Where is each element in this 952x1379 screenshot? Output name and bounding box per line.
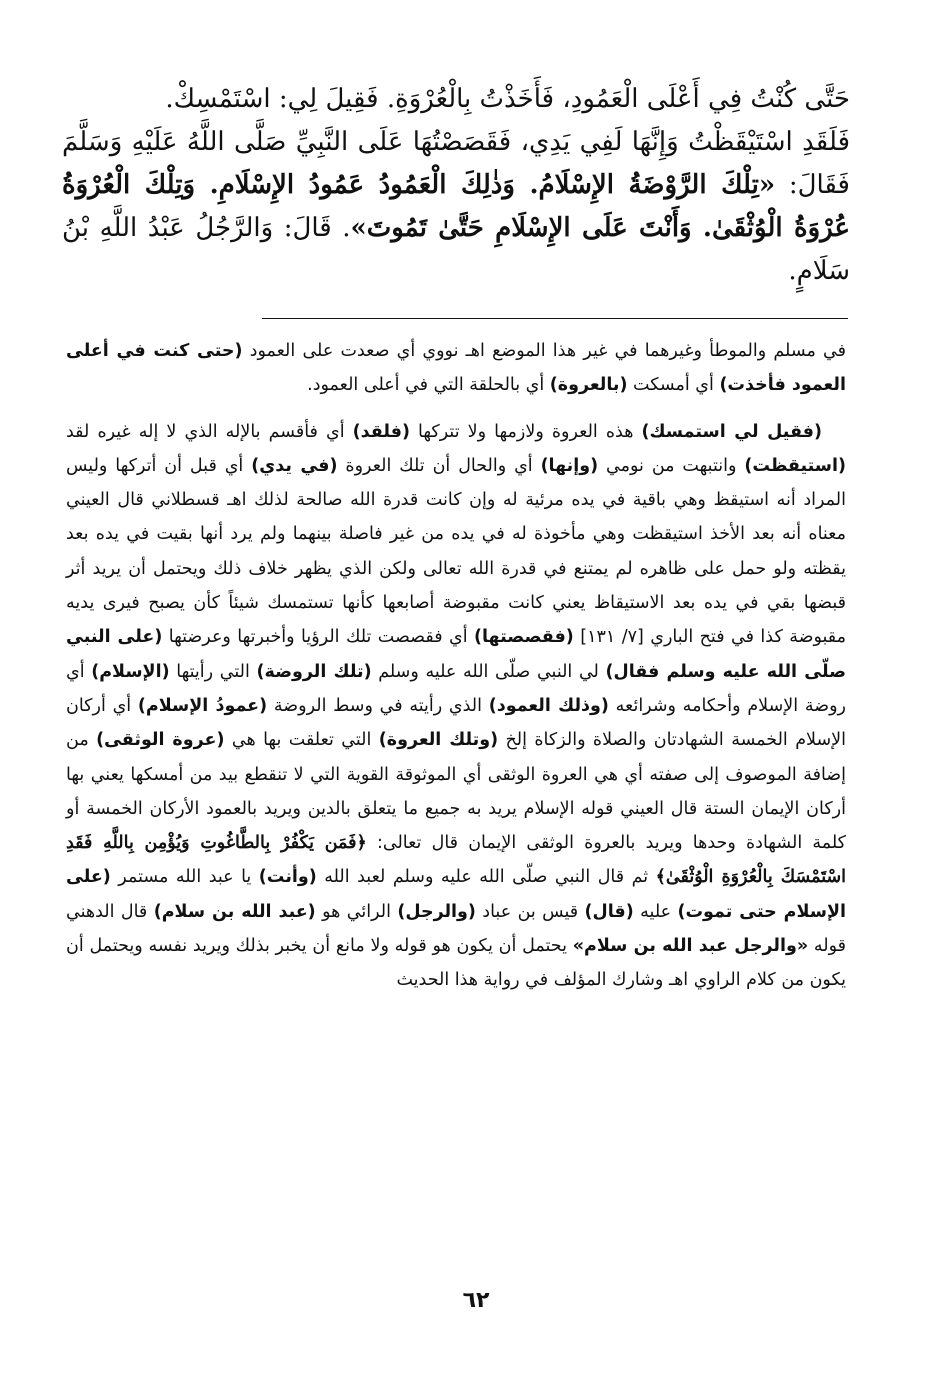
commentary-text [66,334,846,998]
commentary-bold: (بالعروة) [549,375,628,396]
commentary-bold: (والرجل) [397,901,476,922]
commentary-span: الذي رأيته في وسط الروضة [267,695,489,716]
commentary-bold: (الإسلام) [91,661,170,682]
commentary-bold: (تلك الروضة) [256,661,372,682]
commentary-bold: (فقصصتها) [473,627,574,648]
commentary-bold: «والرجل عبد الله بن سلام» [572,936,809,957]
commentary-span: أي فأقسم بالإله الذي لا إله غيره لقد [66,421,353,442]
commentary-bold: (عبد الله بن سلام) [153,901,316,922]
commentary-span: أي روضة الإسلام وأحكامه وشرائعه [66,661,846,716]
footnote-divider [262,318,848,319]
commentary-span: التي رأيتها [169,661,257,682]
commentary-span: يحتمل أن يكون هو قوله ولا مانع أن يخبر بذلك ويريد نفسه ويحتمل أن يكون من كلام الراوي اهـ وشارك المؤلف في رواية هذا الحديث [66,936,846,991]
commentary-span: في مسلم والموطأ وغيرهما في غير هذا الموضع اهـ نووي أي صعدت على العمود [242,341,846,361]
main-text-bold-quote: «تِلْكَ الرَّوْضَةُ الإِسْلَامُ. وَذٰلِكَ الْعَمُودُ عَمُودُ الإِسْلَامِ. وَتِلْكَ الْعُرْوَةُ عُرْوَةُ الْوُثْقَىٰ. وَأَنْتَ عَلَى الإِسْلَامِ حَتَّىٰ تَمُوتَ» [62,170,850,243]
commentary-span: عليه [633,901,678,922]
commentary-span: لي النبي صلّى الله عليه وسلم [371,661,606,682]
main-text-span: فَلَقَدِ اسْتَيْقَظْتُ وَإِنَّهَا لَفِي يَدِي، فَقَصَصْتُهَا عَلَى النَّبِيِّ صَلَّى اللَّهُ عَلَيْهِ وَسَلَّمَ فَقَالَ: [62,127,850,200]
commentary-bold: (وإنها) [540,455,599,476]
commentary-paragraph [66,334,846,403]
page-number: ٦٢ [462,1288,490,1313]
commentary-bold: (على الإسلام حتى تموت) [66,867,847,922]
commentary-span: أي بالحلقة التي في أعلى العمود. [307,375,550,396]
commentary-bold: (في يدي) [251,455,338,476]
commentary-span: أي والحال أن تلك العروة [337,455,541,476]
commentary-bold: (عمودُ الإسلام) [137,695,268,716]
commentary-span: من إضافة الموصوف إلى صفته أي هي العروة الوثقى أي الموثوقة القوية التي لا تنقطع بيد من أمسكها يعني بها أركان الإيمان الستة قال العيني قوله الإسلام يريد به جميع ما يتعلق بالدين ويريد بالعمود الأركان الخمسة أو كلمة الشهادة وحدها ويريد بالعروة الوثقى الإيمان قال تعالى: [66,730,846,854]
commentary-span: أي قبل أن أتركها وليس المراد أنه استيقظ وهي باقية في يده مرئية له وإن كانت قدرة الله صالحة لذلك اهـ قسطلاني قال العيني معناه أنه بعد الأخذ استيقظت وهي مأخوذة له في يده من غير فاصلة بينهما ولم يرد أنها بقيت في يده بعد يقظته ولو حمل على ظاهره لم يمتنع في قدرة الله تعالى ولكن الذي يظهر خلاف ذلك ويحتمل أن يريد أثر قبضها بقي في يده بعد الاستيقاظ يعني كانت مقبوضة أصابعها كأنها تستمسك شيئاً كأن يصبح فيرى يديه مقبوضة كذا في فتح الباري [٧/ ١٣١] [66,455,846,648]
commentary-paragraph [66,415,846,998]
commentary-bold: (وأنت) [258,867,317,888]
commentary-span: قال الدهني قوله [66,901,846,957]
main-text-line: حَتَّى كُنْتُ فِي أَعْلَى الْعَمُودِ، فَأَخَذْتُ بِالْعُرْوَةِ. فَقِيلَ لِي: اسْتَمْسِكْ. [165,84,850,114]
commentary-bold: (استيقظت) [744,455,846,476]
commentary-bold: (قال) [584,901,634,922]
commentary-bold: (فقيل لي استمسك) [641,421,822,442]
commentary-span: هذه العروة ولازمها ولا تتركها [409,421,642,442]
commentary-span: ثم قال النبي صلّى الله عليه وسلم لعبد الله [316,867,656,888]
main-text-span: . قَالَ: وَالرَّجُلُ عَبْدُ اللَّهِ بْنُ سَلَامٍ. [62,213,850,286]
commentary-bold: (فلقد) [352,421,410,442]
commentary-span: أي أركان الإسلام الخمسة الشهادتان والصلاة والزكاة إلخ [66,695,846,751]
commentary-span: قيس بن عباد [475,901,585,922]
commentary-bold: (وذلك العمود) [488,695,609,716]
commentary-span: أي أمسكت [627,375,720,396]
commentary-bold: (وتلك العروة) [378,730,499,751]
main-hadith-text [62,78,850,293]
commentary-span: الرائي هو [315,901,398,922]
commentary-span: وانتبهت من نومي [598,455,745,476]
commentary-span: التي تعلقت بها هي [224,730,379,751]
commentary-span: يا عبد الله مستمر [110,867,259,888]
commentary-bold: (حتى كنت في أعلى العمود فأخذت) [66,341,846,396]
commentary-bold: (عروة الوثقى) [96,730,225,751]
main-text-paragraph [62,121,850,293]
quran-verse: ﴿فَمَن يَكْفُرْ بِالطَّاغُوتِ وَيُؤْمِن بِاللَّهِ فَقَدِ اسْتَمْسَكَ بِالْعُرْوَةِ الْوُثْقَىٰ﴾ [66,833,846,888]
commentary-span: أي فقصصت تلك الرؤيا وأخبرتها وعرضتها [162,627,474,648]
commentary-bold: (على النبي صلّى الله عليه وسلم فقال) [66,627,846,682]
